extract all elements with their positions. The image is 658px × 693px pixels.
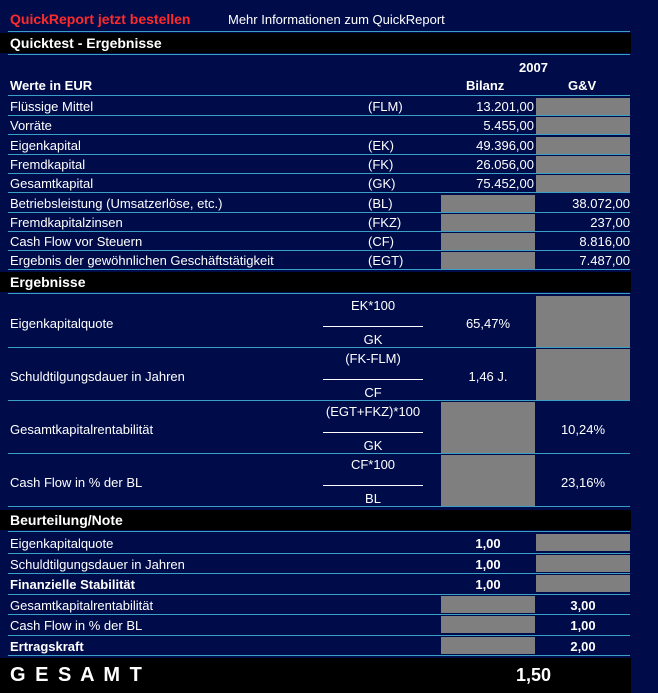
empty-cell bbox=[536, 575, 630, 592]
table-row bbox=[0, 116, 658, 135]
formula-numerator: EK*100 bbox=[350, 298, 396, 313]
empty-cell bbox=[536, 156, 630, 173]
ratio-row bbox=[0, 454, 658, 507]
order-quickreport-link[interactable]: QuickReport jetzt bestellen bbox=[10, 11, 191, 27]
row-label: Gesamtkapital bbox=[10, 176, 94, 192]
row-abbreviation: (FK) bbox=[368, 156, 394, 172]
empty-cell bbox=[441, 252, 535, 269]
bilanz-grade: 1,00 bbox=[475, 536, 501, 551]
guv-value: 8.816,00 bbox=[579, 234, 630, 250]
ratio-label: Cash Flow in % der BL bbox=[10, 475, 143, 490]
section-header-grade bbox=[0, 510, 631, 530]
fraction-line bbox=[323, 326, 423, 327]
table-row bbox=[0, 97, 658, 116]
table-row bbox=[0, 194, 658, 213]
empty-cell bbox=[441, 233, 535, 250]
empty-cell bbox=[536, 98, 630, 115]
row-divider bbox=[8, 269, 630, 270]
table-row bbox=[0, 174, 658, 193]
grade-label: Schuldtilgungsdauer in Jahren bbox=[10, 556, 185, 572]
row-abbreviation: (BL) bbox=[368, 195, 393, 211]
empty-cell bbox=[536, 175, 630, 192]
empty-cell bbox=[536, 296, 630, 347]
divider bbox=[8, 531, 630, 532]
top-bar bbox=[0, 0, 658, 30]
grade-row bbox=[0, 595, 658, 616]
empty-cell bbox=[441, 455, 535, 506]
empty-cell bbox=[441, 402, 535, 453]
formula-denominator: CF bbox=[364, 385, 382, 400]
fraction-line bbox=[323, 379, 423, 380]
grade-label: Ertragskraft bbox=[10, 638, 84, 654]
grade-label: Cash Flow in % der BL bbox=[10, 618, 143, 633]
empty-cell bbox=[441, 596, 535, 613]
section-header-results bbox=[0, 272, 631, 292]
divider bbox=[8, 293, 630, 294]
ratio-row bbox=[0, 348, 658, 401]
empty-cell bbox=[441, 214, 535, 231]
ratio-row bbox=[0, 295, 658, 348]
row-label: Fremdkapitalzinsen bbox=[10, 214, 123, 230]
table-row bbox=[0, 232, 658, 251]
table-row bbox=[0, 213, 658, 232]
empty-cell bbox=[441, 616, 535, 633]
ratio-label: Gesamtkapitalrentabilität bbox=[10, 422, 154, 437]
ratio-row bbox=[0, 401, 658, 454]
section-title: Ergebnisse bbox=[10, 274, 86, 290]
row-abbreviation: (CF) bbox=[368, 234, 394, 250]
grade-row bbox=[0, 554, 658, 575]
bilanz-value: 65,47% bbox=[465, 316, 511, 331]
formula-numerator: (FK-FLM) bbox=[345, 351, 401, 366]
guv-value: 23,16% bbox=[560, 475, 606, 490]
guv-value: 10,24% bbox=[560, 422, 606, 437]
row-label: Eigenkapital bbox=[10, 137, 81, 153]
row-divider bbox=[8, 506, 630, 507]
table-row bbox=[0, 251, 658, 270]
currency-label: Werte in EUR bbox=[10, 78, 93, 93]
bilanz-value: 1,46 J. bbox=[468, 369, 508, 384]
divider bbox=[8, 95, 630, 96]
empty-cell bbox=[536, 555, 630, 572]
bilanz-value: 13.201,00 bbox=[476, 99, 534, 114]
guv-value: 38.072,00 bbox=[572, 195, 630, 211]
formula-denominator: BL bbox=[365, 491, 381, 506]
row-abbreviation: (FKZ) bbox=[368, 214, 402, 230]
row-label: Fremdkapital bbox=[10, 156, 86, 172]
guv-grade: 2,00 bbox=[570, 638, 596, 654]
divider bbox=[8, 31, 630, 32]
bilanz-grade: 1,00 bbox=[475, 556, 501, 572]
table-row bbox=[0, 136, 658, 155]
grade-label: Eigenkapitalquote bbox=[10, 536, 114, 551]
grade-row bbox=[0, 533, 658, 554]
row-abbreviation: (FLM) bbox=[368, 99, 403, 114]
row-abbreviation: (EGT) bbox=[368, 253, 404, 269]
empty-cell bbox=[536, 349, 630, 400]
empty-cell bbox=[536, 534, 630, 551]
grade-label: Finanzielle Stabilität bbox=[10, 577, 135, 592]
total-row bbox=[0, 658, 631, 693]
bilanz-value: 75.452,00 bbox=[476, 176, 534, 192]
empty-cell bbox=[441, 637, 535, 654]
empty-cell bbox=[536, 137, 630, 154]
ratio-label: Schuldtilgungsdauer in Jahren bbox=[10, 369, 185, 384]
empty-cell bbox=[441, 195, 535, 212]
section-header-quicktest bbox=[0, 33, 631, 53]
row-abbreviation: (GK) bbox=[368, 176, 396, 192]
year-header: 2007 bbox=[519, 60, 548, 75]
empty-cell bbox=[536, 117, 630, 134]
grade-row bbox=[0, 574, 658, 595]
bilanz-grade: 1,00 bbox=[475, 577, 501, 592]
guv-value: 7.487,00 bbox=[579, 253, 630, 269]
column-header-bilanz: Bilanz bbox=[466, 78, 505, 93]
row-label: Cash Flow vor Steuern bbox=[10, 234, 143, 250]
section-title: Beurteilung/Note bbox=[10, 512, 123, 528]
row-divider bbox=[8, 655, 630, 656]
grade-label: Gesamtkapitalrentabilität bbox=[10, 597, 154, 613]
bilanz-value: 5.455,00 bbox=[483, 118, 534, 134]
bilanz-value: 26.056,00 bbox=[476, 156, 534, 172]
row-label: Betriebsleistung (Umsatzerlöse, etc.) bbox=[10, 195, 223, 211]
guv-grade: 1,00 bbox=[570, 618, 596, 633]
column-header-guv: G&V bbox=[568, 78, 597, 93]
formula-denominator: GK bbox=[363, 438, 383, 453]
guv-value: 237,00 bbox=[590, 214, 630, 230]
formula-numerator: (EGT+FKZ)*100 bbox=[325, 404, 421, 419]
row-label: Ergebnis der gewöhnlichen Geschäftstätigkeit bbox=[10, 253, 274, 269]
row-abbreviation: (EK) bbox=[368, 137, 394, 153]
total-value: 1,50 bbox=[516, 665, 552, 685]
formula-denominator: GK bbox=[363, 332, 383, 347]
row-label: Vorräte bbox=[10, 118, 52, 134]
fraction-line bbox=[323, 485, 423, 486]
divider bbox=[8, 54, 630, 55]
section-title: Quicktest - Ergebnisse bbox=[10, 35, 162, 51]
grade-row bbox=[0, 615, 658, 636]
grade-row bbox=[0, 636, 658, 657]
formula-numerator: CF*100 bbox=[350, 457, 396, 472]
row-label: Flüssige Mittel bbox=[10, 99, 94, 114]
more-info-link[interactable]: Mehr Informationen zum QuickReport bbox=[228, 12, 445, 27]
bilanz-value: 49.396,00 bbox=[476, 137, 534, 153]
ratio-label: Eigenkapitalquote bbox=[10, 316, 114, 331]
table-row bbox=[0, 155, 658, 174]
fraction-line bbox=[323, 432, 423, 433]
total-label: G E S A M T bbox=[10, 664, 144, 686]
guv-grade: 3,00 bbox=[570, 597, 596, 613]
